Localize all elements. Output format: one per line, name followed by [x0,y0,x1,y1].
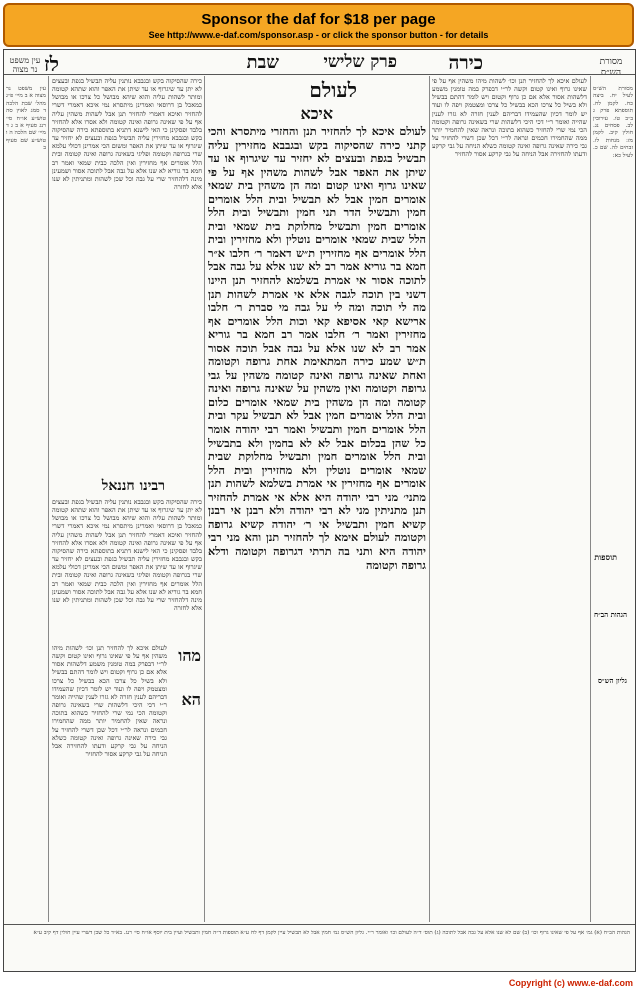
footer-notes: הגהות הב״ח (א) גמ׳ אף על פי שאינו גרוף וכו׳ (ב) שם לא שנו אלא על גבה אבל לתוכה (ג) תוס׳ ד״ה לעולם וכו׳ ואומר ר״י. גליון הש״ס גמ׳ חמין אבל לא תבשיל עיין לקמן דף לח ע״א תוספות ד״ה חמין ותבשיל ועיין בית יוסף או״ח סי׳ רנג. בא״ד כל שכן דשרי עיין חולין דף קיב ע״א [33,930,630,936]
copyright-link[interactable]: Copyright (c) www.e-daf.com [508,978,633,988]
folio-number: לז [44,52,59,76]
masoret-hashas-label: מסורת הש״ס [599,57,623,78]
left-margin-references: עין משפט נר מצוה א ב מיי׳ פ״ג מהל׳ שבת הלכה ד סמג לאוין סה טוש״ע או״ח סי׳ רנג סעיף א ב ג ד מיי׳ שם הלכה ה ו טוש״ע שם סעיף ב [6,86,46,152]
tosafot-label: תוספות [594,552,617,562]
main-divider [204,76,205,922]
footer-rule [4,924,635,925]
ha-word: הא [181,690,201,709]
chapter-number: פרק שלישי [323,52,397,72]
talmud-page [3,49,636,972]
sponsor-banner[interactable] [3,3,634,47]
ein-mishpat-label: עין משפט נר מצוה [9,56,41,74]
rabbeinu-chananel-text: כירה שהסיקוה בקש ובגבבא נותנין עליה תבשיל בגפת ובעצים לא יתן עד שיגרוף או עד שיתן את האפר והוא שתהא קטומה ומותר לשהות עליה והוא שיהא מבושל כל צרכו או מבושל כמאכל בן דרוסאי ואמרינן מיתסרא נמי איכא דאמרי דשרי להחזיר ואיכא דאמרי להחזיר תנן אבל לשהות משהין עליה אף על פי שאינה גרופה ואינה קטומה ולא אסרו אלא להחזיר בלבד ופסקינן כי האי לישנא דתניא בתוספתא כירה שהסיקוה בקש ובגבבא מחזירין עליה תבשיל בגפת ובעצים לא יחזיר עד שיגרוף או עד שיתן את האפר ומשום הכי אמרינן דכולי עלמא שרי בגרופה וקטומה ופליגי בשאינה גרופה ואינה קטומה ובית הלל אומרים אף מחזירין ואין הלכה כבית שמאי ואמר רב חמא בר גוריא לא שנו אלא על גבה אבל לתוכה אסור ושמעינן מינה דלהחזיר שרי על גבה וכל שכן לשהות ומתניתין לא שנו אלא לחזרה [52,498,202,613]
tosafot-column: לעולם איכא לך להחזיר תנן וכו׳ לשהות מיהו משהין אף על פי שאינו גרוף ואינו קטום וקשה לר״י דבפרק במה טומנין משמע דלשהות אסור אלא אם כן גרוף וקטום ויש לומר דהתם בבשיל ולא בשיל כל צרכו הכא בבשיל כל צרכו ומצטמק ויפה לו ועוד יש לומר דכיון שהעמידו דבריהם לענין חזרה לא גזרו לענין שהייה ואומר ר״י דכי היכי דלשהות שרי בשאינה גרופה וקטומה הכי נמי שרי להחזיר כשהוא בתוכה ונראה שאין להחמיר יותר ממה שהחמירו חכמים ונראה לר״י דכל שכן דשרי להחזיר על גבי כירה שאינה גרופה ואינה קטומה כשלא הניחה על גבי קרקע ודעתו להחזירה אבל הניחה על גבי קרקע אסור להחזיר [432,77,587,159]
right-margin-references: מסורת הש״ס לעיל יח. ביצה כח. לקמן לח. תוספתא פרק ג ב״ב טו. עירובין לב. פסחים נג. חולין קיב. לקמן מז: מנחות לז. זבחים לה. שם כ. לעיל כא: [593,86,633,159]
tractate-name: שבת [246,52,279,73]
left-margin-divider [48,76,49,922]
gilyon-label: גליון הש״ס [597,676,627,685]
opening-word: לעולם [309,78,357,102]
rabbeinu-chananel-title: רבינו חננאל [101,478,165,494]
right-margin-divider [590,76,591,922]
tosafot-divider [429,76,430,922]
hagahot-label: הגהות הב״ח [593,610,627,619]
gemara-main-text: לעולם איכא לך להחזיר תנן והחזרי מיתסרא והכי קתני כירה שהסיקוה בקש ובגבבא מחזירין עליה תבשיל בגפת ובעצים לא יחזיר עד שיגרוף או עד שיתן את האפר אבל לשהות משהין אף על פי שאינו גרוף ואינו קטום ומה הן משהין בית שמאי אומרים חמין אבל לא תבשיל ובית הלל אומרים חמין ותבשיל הדר תני חמין ותבשיל ובית הלל אומרים חמין ותבשיל מחלוקת בית שמאי ובית הלל שבית שמאי אומרים נוטלין ולא מחזירין ובית הלל אומרים אף מחזירין ת״ש דאמר ר׳ חלבו א״ר חמא בר גוריא אמר רב לא שנו אלא על גבה אבל לתוכה אסור אי אמרת בשלמא להחזיר תנן היינו דשני בין תוכה לגבה אלא אי אמרת לשהות תנן מה לי תוכה ומה לי על גבה מי סברת ר׳ חלבו ארישא קאי אסיפא קאי וכות הלל אומרים אף מחזירין ואמר ר׳ חלבו אמר רב חמא בר גוריא אמר רב לא שנו אלא על גבה אבל תוכה אסור ת״ש שמע כירה המתאימת אחת גרופה וקטומה ואחת שאינה גרופה ואינה קטומה משהין על גבי גרופה וקטומה ואין משהין על שאינה גרופה ואינה קטומה ומה הן משהין בית שמאי אומרים כלום ובית הלל אומרים חמין אבל לא תבשיל עקר ובית הלל אומרים חמין ותבשיל ואמר רבי יהודה אומר כל שהן בכלום אבל לא לא בחמין ולא בתבשיל ובית הלל אומרים חמין ותבשיל מחלוקת שבית שמאי אומרים נוטלין ולא מחזירין ובית הלל אומרים אף מחזירין אי אמרת בשלמא לשהות תנן מתני׳ מני רבי יהודה היא אלא אי אמרת להחזיר תנן מתניתין מני לא רבי יהודה ולא רבנן אי רבנן קשיא חמין ותבשיל אי ר׳ יהודה קשיא גרופה וקטומה לעולם אימא לך להחזיר תנן והא מני רבי יהודה היא ותני בה תרתי דגרופה וקטומה ודלא גרופה וקטומה [208,125,426,572]
sponsor-banner-subtitle[interactable]: See http://www.e-daf.com/sponsor.asp - or click the sponsor button - for details [148,30,489,40]
mahu-word: מהו [178,646,201,665]
commentary-column-bottom: לעולם איכא לך להחזיר תנן וכו׳ לשהות מיהו משהין אף על פי שאינו גרוף ואינו קטום וקשה לר״י דבפרק במה טומנין משמע דלשהות אסור אלא אם כן גרוף וקטום ויש לומר דהתם בבשיל ולא בשיל כל צרכו הכא בבשיל כל צרכו ומצטמק ויפה לו ועוד יש לומר דכיון שהעמידו דבריהם לענין חזרה לא גזרו לענין שהייה ואומר ר״י דכי היכי דלשהות שרי בשאינה גרופה וקטומה הכי נמי שרי להחזיר כשהוא בתוכה ונראה שאין להחמיר יותר ממה שהחמירו חכמים ונראה לר״י דכל שכן דשרי להחזיר על גבי כירה שאינה גרופה ואינה קטומה כשלא הניחה על גבי קרקע ודעתו להחזירה אבל הניחה על גבי קרקע אסור להחזיר [52,644,167,759]
header-rule [4,74,635,75]
commentary-column-top: כירה שהסיקוה בקש ובגבבא נותנין עליה תבשיל בגפת ובעצים לא יתן עד שיגרוף או עד שיתן את האפר והוא שתהא קטומה ומותר לשהות עליה והוא שיהא מבושל כל צרכו או מבושל כמאכל בן דרוסאי ואמרינן מיתסרא נמי איכא דאמרי דשרי להחזיר ואיכא דאמרי להחזיר תנן אבל לשהות משהין עליה אף על פי שאינה גרופה ואינה קטומה ולא אסרו אלא להחזיר בלבד ופסקינן כי האי לישנא דתניא בתוספתא כירה שהסיקוה בקש ובגבבא מחזירין עליה תבשיל בגפת ובעצים לא יחזיר עד שיגרוף או עד שיתן את האפר ומשום הכי אמרינן דכולי עלמא שרי בגרופה וקטומה ופליגי בשאינה גרופה ואינה קטומה ובית הלל אומרים אף מחזירין ואין הלכה כבית שמאי ואמר רב חמא בר גוריא לא שנו אלא על גבה אבל לתוכה אסור ושמעינן מינה דלהחזיר שרי על גבה וכל שכן לשהות ומתניתין לא שנו אלא לחזרה [52,77,202,192]
sponsor-banner-title[interactable]: Sponsor the daf for $18 per page [201,11,436,28]
opening-word-2: איכא [300,104,333,123]
chapter-name: כירה [448,52,483,74]
